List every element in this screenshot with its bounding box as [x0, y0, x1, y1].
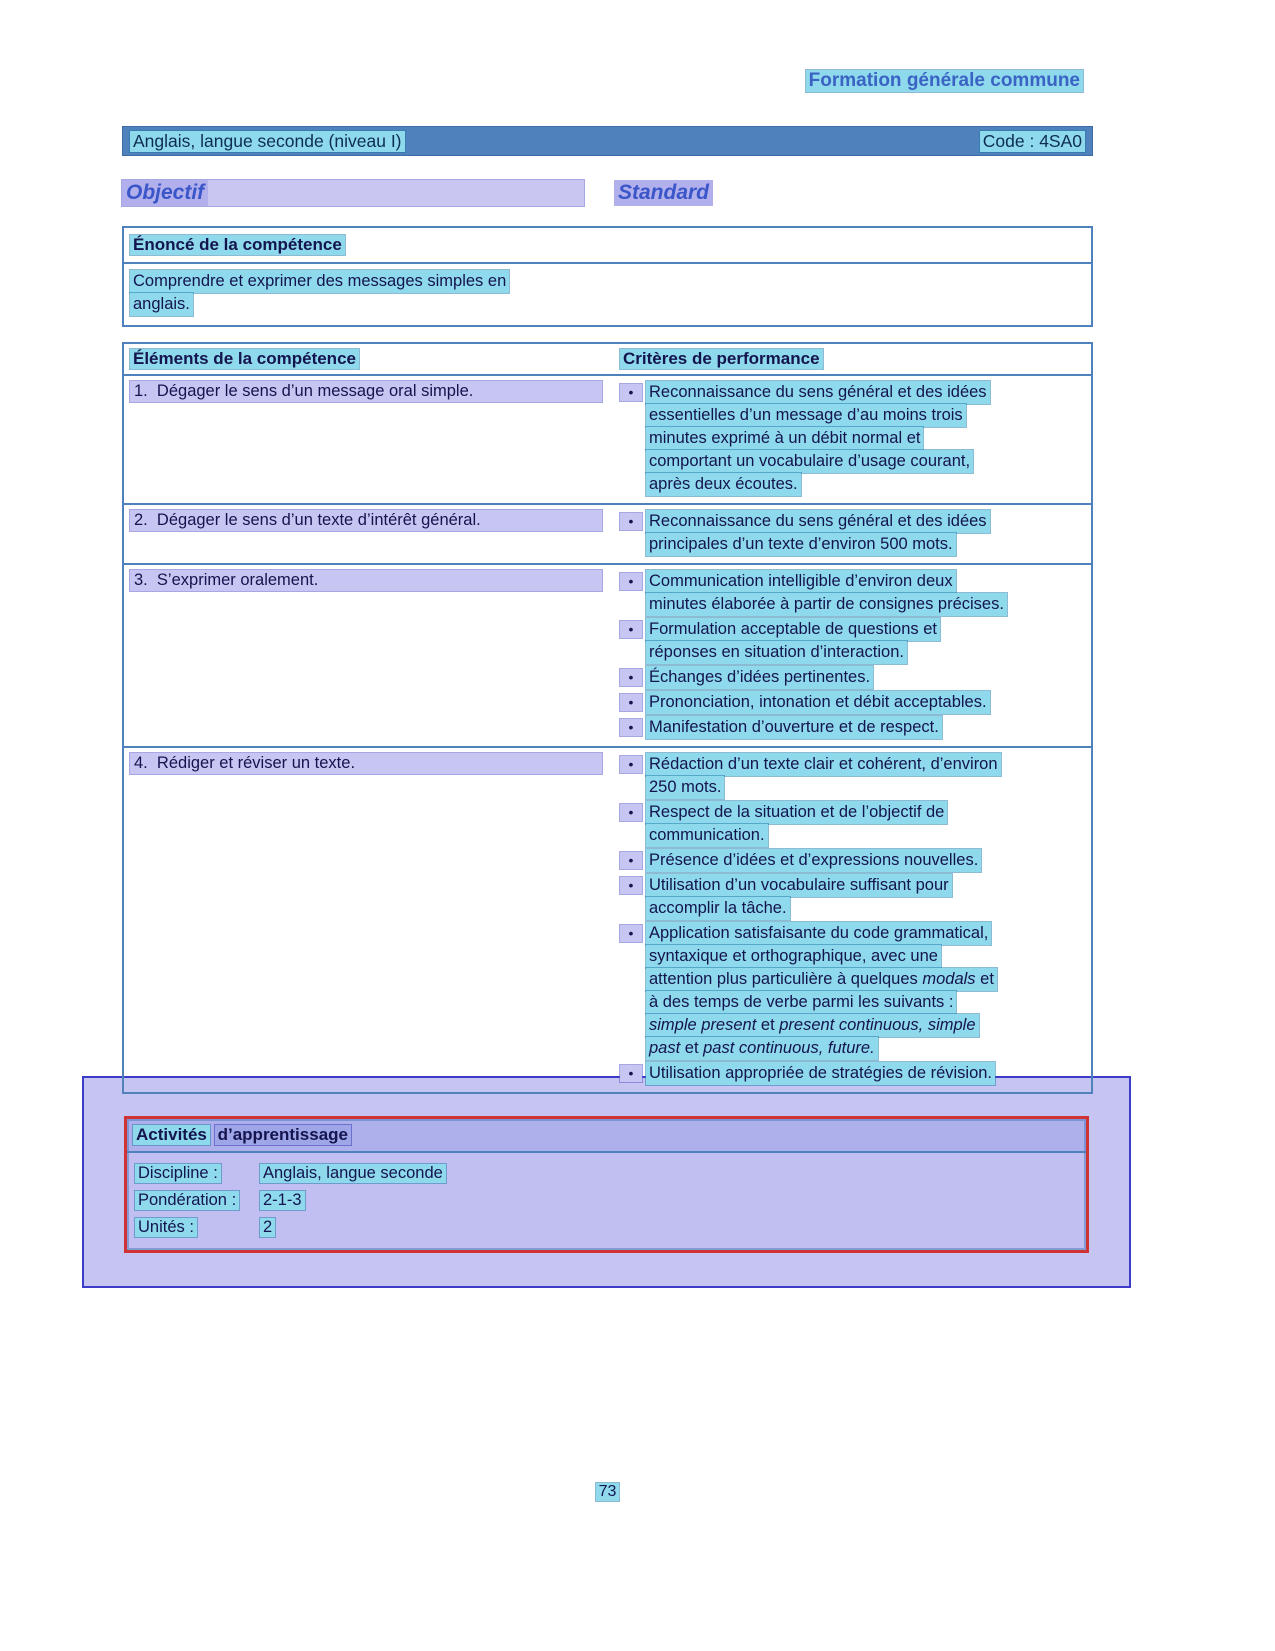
criteres-header-cell	[610, 344, 1091, 374]
enonce-line: Comprendre et exprimer des messages simples en	[130, 270, 509, 293]
criterion-line: minutes exprimé à un débit normal et	[646, 427, 923, 450]
criterion-item	[620, 1062, 1085, 1085]
criterion-line: Utilisation appropriée de stratégies de révision.	[646, 1062, 995, 1085]
course-header-bar	[122, 126, 1093, 156]
criterion-line: accomplir la tâche.	[646, 897, 790, 920]
enonce-box	[122, 226, 1093, 327]
criterion-line: communication.	[646, 824, 768, 847]
criterion-line: Application satisfaisante du code grammatical,	[646, 922, 991, 945]
competence-rows	[124, 376, 1091, 1092]
bullet-icon: •	[620, 925, 642, 942]
activites-title-part2: d’apprentissage	[215, 1125, 351, 1145]
bullet-icon: •	[620, 756, 642, 773]
criterion-item	[620, 381, 1085, 496]
criterion-line: essentielles d’un message d’au moins trois	[646, 404, 966, 427]
criterion-line: syntaxique et orthographique, avec une	[646, 945, 941, 968]
element-text: 3. S’exprimer oralement.	[130, 570, 602, 591]
standard-label: Standard	[614, 180, 713, 206]
criterion-line: Reconnaissance du sens général et des idées	[646, 510, 990, 533]
activites-title	[127, 1119, 1086, 1153]
bullet-icon: •	[620, 384, 642, 401]
course-code: Code : 4SA0	[980, 131, 1085, 152]
criterion-item	[620, 801, 1085, 847]
criterion-line: Prononciation, intonation et débit acceptables.	[646, 691, 990, 714]
objectif-label: Objectif	[122, 180, 208, 206]
bullet-icon: •	[620, 852, 642, 869]
field-value: 2	[260, 1218, 275, 1237]
criterion-line: après deux écoutes.	[646, 473, 801, 496]
criterion-line: principales d’un texte d’environ 500 mots.	[646, 533, 956, 556]
criterion-line: simple present et present continuous, simple	[646, 1014, 979, 1037]
criterion-item	[620, 570, 1085, 616]
bullet-icon: •	[620, 877, 642, 894]
enonce-text	[124, 264, 1091, 325]
criterion-line: Reconnaissance du sens général et des idées	[646, 381, 990, 404]
criterion-line: past et past continuous, future.	[646, 1037, 878, 1060]
criterion-line: Utilisation d’un vocabulaire suffisant pour	[646, 874, 952, 897]
field-label: Pondération :	[135, 1191, 239, 1210]
table-row	[124, 563, 1091, 746]
element-text: 2. Dégager le sens d’un texte d’intérêt général.	[130, 510, 602, 531]
element-text: 4. Rédiger et réviser un texte.	[130, 753, 602, 774]
competence-table-header	[124, 344, 1091, 376]
field-value: Anglais, langue seconde	[260, 1164, 446, 1183]
element-text: 1. Dégager le sens d’un message oral simple.	[130, 381, 602, 402]
bullet-icon: •	[620, 621, 642, 638]
criterion-line: comportant un vocabulaire d’usage courant,	[646, 450, 973, 473]
bullet-icon: •	[620, 694, 642, 711]
field-label: Discipline :	[135, 1164, 221, 1183]
criterion-line: Présence d’idées et d’expressions nouvelles.	[646, 849, 981, 872]
field-label: Unités :	[135, 1218, 197, 1237]
document-category-row	[122, 70, 1093, 96]
enonce-header	[124, 228, 1091, 264]
activites-field-row	[135, 1214, 1080, 1241]
table-row	[124, 376, 1091, 503]
criterion-line: attention plus particulière à quelques modals et	[646, 968, 997, 991]
bullet-icon: •	[620, 719, 642, 736]
course-title: Anglais, langue seconde (niveau I)	[130, 131, 405, 152]
criterion-item	[620, 874, 1085, 920]
criterion-line: Formulation acceptable de questions et	[646, 618, 940, 641]
standard-heading	[614, 180, 713, 206]
criterion-line: minutes élaborée à partir de consignes précises.	[646, 593, 1007, 616]
criterion-line: Échanges d’idées pertinentes.	[646, 666, 873, 689]
criterion-line: Rédaction d’un texte clair et cohérent, d’environ	[646, 753, 1001, 776]
criterion-line: Communication intelligible d’environ deux	[646, 570, 956, 593]
table-row	[124, 503, 1091, 563]
bullet-icon: •	[620, 573, 642, 590]
criterion-line: réponses en situation d’interaction.	[646, 641, 907, 664]
bullet-icon: •	[620, 669, 642, 686]
bullet-icon: •	[620, 513, 642, 530]
elements-header: Éléments de la compétence	[130, 349, 359, 369]
document-category-label: Formation générale commune	[806, 70, 1083, 92]
criterion-item	[620, 849, 1085, 872]
activites-box	[124, 1116, 1089, 1253]
criterion-item	[620, 618, 1085, 664]
section-title-row	[122, 180, 1093, 210]
bullet-icon: •	[620, 1065, 642, 1082]
criterion-line: Respect de la situation et de l’objectif de	[646, 801, 947, 824]
criterion-item	[620, 691, 1085, 714]
activites-field-row	[135, 1187, 1080, 1214]
criterion-line: 250 mots.	[646, 776, 724, 799]
field-value: 2-1-3	[260, 1191, 305, 1210]
table-row	[124, 746, 1091, 1092]
activites-field-row	[135, 1160, 1080, 1187]
activites-fields	[127, 1153, 1086, 1250]
elements-header-cell	[124, 344, 610, 374]
criterion-item	[620, 753, 1085, 799]
competence-table	[122, 342, 1093, 1094]
enonce-title: Énoncé de la compétence	[130, 235, 345, 255]
criteres-header: Critères de performance	[620, 349, 823, 369]
criterion-item	[620, 510, 1085, 556]
selection-overlay	[82, 1076, 1131, 1288]
criterion-item	[620, 666, 1085, 689]
bullet-icon: •	[620, 804, 642, 821]
enonce-line: anglais.	[130, 293, 193, 316]
criterion-line: à des temps de verbe parmi les suivants :	[646, 991, 956, 1014]
page-footer	[122, 1482, 1093, 1501]
criterion-item	[620, 716, 1085, 739]
criterion-line: Manifestation d’ouverture et de respect.	[646, 716, 942, 739]
objectif-heading	[122, 180, 584, 206]
criterion-item	[620, 922, 1085, 1060]
page-number: 73	[596, 1483, 620, 1501]
activites-title-part1: Activités	[133, 1125, 210, 1145]
